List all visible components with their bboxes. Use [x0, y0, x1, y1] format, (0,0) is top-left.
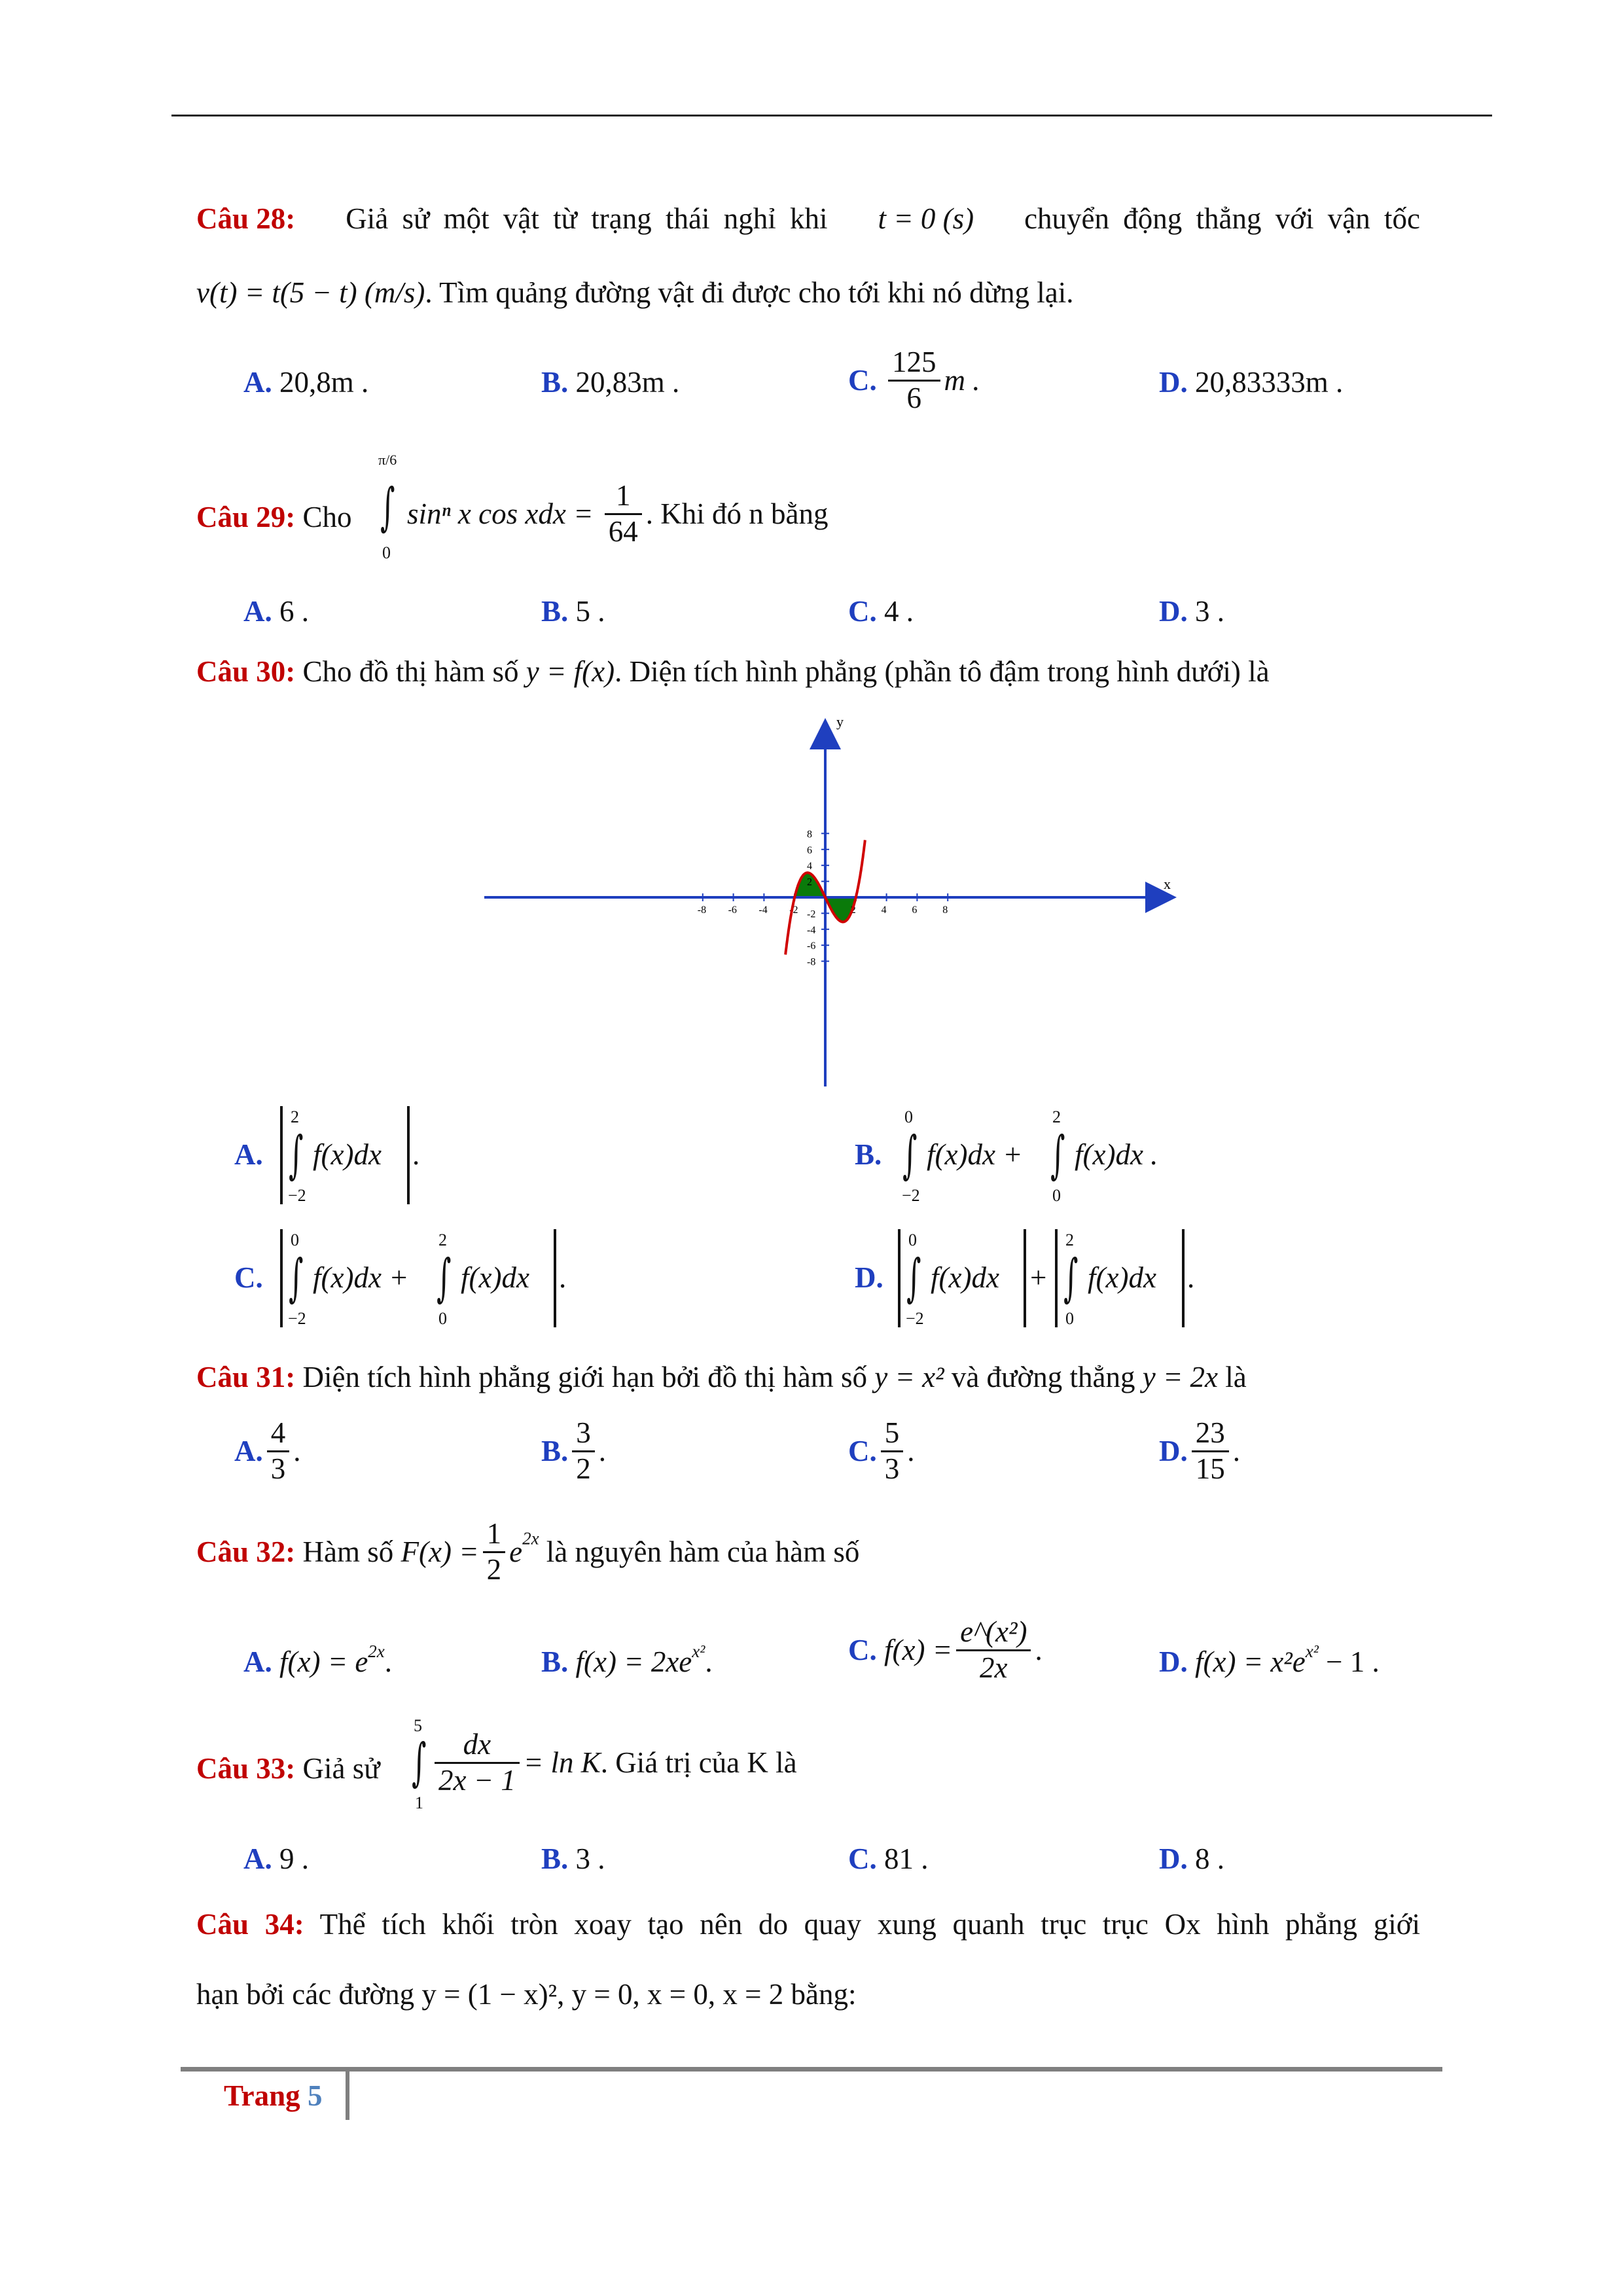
- question-33-option-c: C. 81 .: [848, 1842, 929, 1875]
- y-tick-label: 8: [807, 829, 812, 840]
- q30-d-abs2-left: [1055, 1229, 1058, 1327]
- question-29-option-b: B. 5 .: [541, 595, 605, 628]
- q30-b-integral2: 2 ∫ 0: [1050, 1107, 1065, 1205]
- x-tick-label: 4: [881, 905, 887, 916]
- question-30-option-a: A.: [234, 1138, 263, 1171]
- x-tick-label: -6: [728, 905, 737, 916]
- question-31-option-c: C. $\frac{5}{3}$ .: [848, 1416, 915, 1485]
- question-33-label: Câu 33:: [196, 1752, 296, 1785]
- question-33-integral: 5 ∫ 1: [412, 1716, 427, 1812]
- question-32-option-b: B. $f(x) = 2xe^{x^2}$.: [541, 1641, 713, 1678]
- question-29-option-d: D. 3 .: [1159, 595, 1224, 628]
- q30-c-integral2: 2 ∫ 0: [437, 1230, 452, 1328]
- question-30-line: Câu 30: Cho đồ thị hàm số y = f(x). Diện tích hình phẳng (phần tô đậm trong hình dưới) là: [196, 655, 1270, 688]
- question-31-line: Câu 31: Diện tích hình phẳng giới hạn bởi đồ thị hàm số y = x² và đường thẳng y = 2x là: [196, 1361, 1247, 1393]
- footer-page: Trang 5: [224, 2079, 323, 2112]
- question-28-option-a: A. 20,8m .: [243, 366, 369, 399]
- y-tick-label: 2: [807, 876, 812, 888]
- question-28-text2: . Tìm quảng đường vật đi được cho tới khi nó dừng lại.: [425, 276, 1074, 309]
- q30-c-abs-left: [280, 1229, 283, 1327]
- q30-d-dot: .: [1187, 1261, 1195, 1294]
- q30-d-plus: +: [1030, 1261, 1047, 1294]
- x-tick-label: -8: [697, 905, 707, 916]
- y-tick-label: 4: [807, 861, 812, 872]
- question-31-label: Câu 31:: [196, 1361, 296, 1393]
- q30-d-abs2-right: [1182, 1229, 1185, 1327]
- question-28-velocity: v(t) = t(5 − t) (m/s): [196, 276, 425, 309]
- q30-c-body2: f(x)dx: [461, 1261, 529, 1294]
- y-tick-label: -6: [807, 941, 816, 952]
- q28-c-num: 125: [888, 346, 940, 382]
- q30-c-integral1: 0 ∫ −2: [288, 1230, 306, 1328]
- question-33-option-d: D. 8 .: [1159, 1842, 1224, 1875]
- q30-a-dot: .: [412, 1138, 420, 1171]
- q28-c-den: 6: [906, 381, 921, 414]
- question-29-option-c: C. 4 .: [848, 595, 914, 628]
- question-33-label-line: Câu 33: Giả sử: [196, 1752, 380, 1785]
- q30-d-body1: f(x)dx: [931, 1261, 999, 1294]
- y-tick-label: 6: [807, 844, 812, 856]
- question-28-option-c: C. $\frac{125}{6}$ m .: [848, 346, 980, 414]
- y-tick-label: -8: [807, 956, 816, 968]
- q30-d-body2: f(x)dx: [1088, 1261, 1156, 1294]
- y-tick-label: -2: [807, 908, 816, 920]
- question-28-line2: [196, 278, 1074, 308]
- question-34-line1: Câu 34: Thể tích khối tròn xoay tạo nên do quay xung quanh trục trục Ox hình phẳng giới: [196, 1908, 1421, 1941]
- x-tick-label: -4: [758, 905, 768, 916]
- footer-divider: [346, 2072, 349, 2120]
- x-tick-label: 2: [850, 905, 856, 916]
- q30-d-abs1-right: [1024, 1229, 1026, 1327]
- question-33-option-b: B. 3 .: [541, 1842, 605, 1875]
- q30-a-abs-right: [407, 1106, 410, 1204]
- x-tick-label: 6: [912, 905, 918, 916]
- y-axis-label: y: [836, 713, 844, 730]
- footer-rule: [181, 2067, 1442, 2072]
- question-28-option-d: D. 20,83333m .: [1159, 366, 1344, 399]
- header-rule: [171, 115, 1492, 117]
- question-29-pre: Cho: [302, 501, 352, 533]
- q30-c-body1: f(x)dx +: [313, 1261, 409, 1294]
- question-32-option-c: C. f(x) = $\frac{\text{e\textasciicircum{}(x²)}}{2x}$ .: [848, 1615, 1043, 1684]
- question-28-label: Câu 28:: [196, 202, 296, 235]
- question-31-option-a: A. $\frac{4}{3}$ .: [234, 1416, 301, 1485]
- question-33-expression: $\frac{dx}{2x - 1}$ = ln K. Giá trị của K là: [431, 1728, 797, 1798]
- question-29-label: Câu 29:: [196, 501, 296, 533]
- q30-b-integral1: 0 ∫ −2: [902, 1107, 920, 1205]
- question-32-label: Câu 32:: [196, 1535, 296, 1568]
- question-28-time: t = 0 (s): [878, 202, 974, 235]
- q29-upper: π/6: [378, 452, 397, 468]
- question-31-option-d: D. $\frac{23}{15}$ .: [1159, 1416, 1240, 1485]
- question-31-option-b: B. $\frac{3}{2}$ .: [541, 1416, 607, 1485]
- question-28-text1: Giả sử một vật từ trạng thái nghỉ khi: [346, 202, 828, 235]
- q30-b-body1: f(x)dx +: [927, 1138, 1023, 1171]
- question-29-expression: sinⁿ x cos xdx = $\frac{1}{64}$ . Khi đó n bằng: [407, 479, 829, 548]
- q30-c-dot: .: [559, 1261, 567, 1294]
- question-33-option-a: A. 9 .: [243, 1842, 309, 1875]
- q30-d-integral2: 2 ∫ 0: [1063, 1230, 1079, 1328]
- question-28-text1b: chuyển động thẳng với vận tốc: [1024, 202, 1420, 235]
- function-graph: [478, 713, 1191, 1086]
- q29-lower: 0: [382, 543, 391, 562]
- question-29-integral: [378, 452, 398, 563]
- q30-d-abs1-left: [898, 1229, 901, 1327]
- y-tick-label: -4: [807, 924, 816, 936]
- question-32-option-d: D. $f(x) = x^2e^{x^2} - 1$ .: [1159, 1641, 1380, 1678]
- x-tick-label: 8: [942, 905, 948, 916]
- question-30-option-c: C.: [234, 1261, 263, 1294]
- x-tick-label: -2: [789, 905, 798, 916]
- q30-c-abs-right: [554, 1229, 556, 1327]
- question-34-label: Câu 34:: [196, 1908, 304, 1941]
- q30-a-body: f(x)dx: [313, 1138, 382, 1171]
- question-30-label: Câu 30:: [196, 655, 296, 688]
- q30-b-body2: f(x)dx .: [1075, 1138, 1158, 1171]
- question-29-label-line: [196, 503, 352, 532]
- question-30-option-b: B.: [855, 1138, 882, 1171]
- question-29-option-a: A. 6 .: [243, 595, 309, 628]
- question-32-option-a: A. $f(x) = e^{2x}$.: [243, 1641, 393, 1678]
- question-28-line1: [196, 204, 1420, 234]
- q30-a-integral: 2 ∫ −2: [288, 1107, 306, 1205]
- x-axis-label: x: [1164, 876, 1171, 892]
- q30-a-abs-left: [280, 1106, 283, 1204]
- q29-integral-sign: ∫: [380, 478, 395, 537]
- question-28-option-b: B. 20,83m .: [541, 366, 680, 399]
- question-34-line2: hạn bởi các đường y = (1 − x)², y = 0, x = 0, x = 2 bằng:: [196, 1978, 857, 2011]
- question-32-line: Câu 32: Hàm số F(x) = $\frac{1}{2}$ $e^{2x}$ là nguyên hàm của hàm số: [196, 1517, 860, 1586]
- question-30-option-d: D.: [855, 1261, 883, 1294]
- q30-d-integral1: 0 ∫ −2: [906, 1230, 924, 1328]
